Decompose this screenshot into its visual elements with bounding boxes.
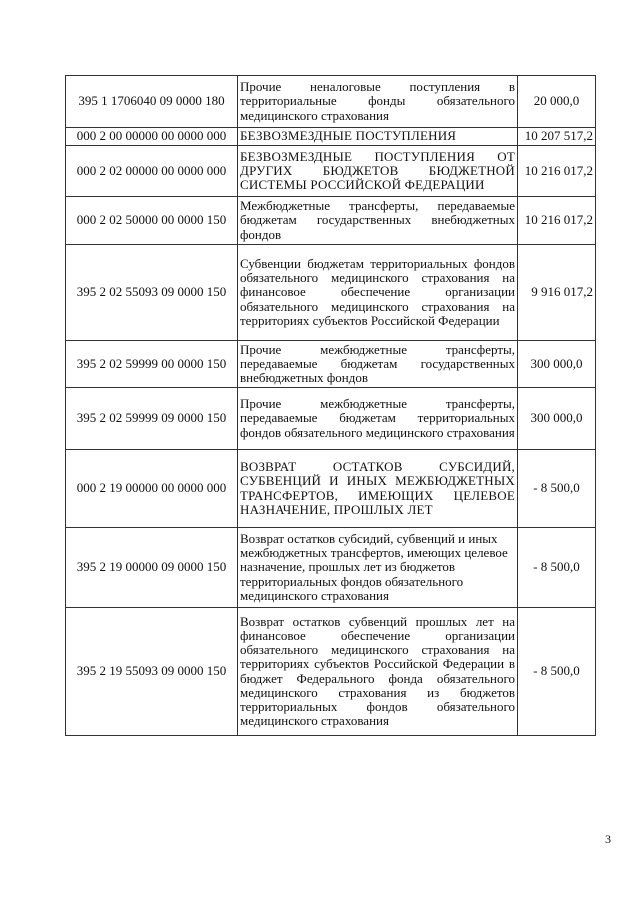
row-code: 000 2 19 00000 00 0000 000: [66, 450, 238, 528]
row-amount: - 8 500,0: [518, 450, 596, 528]
row-amount: - 8 500,0: [518, 528, 596, 608]
row-amount: 10 207 517,2: [518, 128, 596, 146]
row-name: Прочие неналоговые поступления в территориальные фонды обязательного медицинского страхования: [238, 76, 518, 128]
table-row: [66, 76, 596, 128]
table-row: [66, 528, 596, 608]
row-name: Межбюджетные трансферты, передаваемые бюджетам государственных внебюджетных фондов: [238, 197, 518, 245]
row-code: 395 2 02 59999 00 0000 150: [66, 341, 238, 388]
row-code: 395 2 02 59999 09 0000 150: [66, 388, 238, 450]
page-number: 3: [605, 832, 611, 846]
row-amount: - 8 500,0: [518, 608, 596, 736]
row-name: Субвенции бюджетам территориальных фондов обязательного медицинского страхования на финансовое обеспечение организации обязательного медицинского страхования на территориях субъектов Российской Федерации: [238, 245, 518, 341]
row-code: 395 2 19 55093 09 0000 150: [66, 608, 238, 736]
row-name: Возврат остатков субсидий, субвенций и иных межбюджетных трансфертов, имеющих целевое назначение, прошлых лет из бюджетов территориальных фондов обязательного медицинского страхования: [238, 528, 518, 608]
row-name: БЕЗВОЗМЕЗДНЫЕ ПОСТУПЛЕНИЯ: [238, 128, 518, 146]
row-name: Прочие межбюджетные трансферты, передаваемые бюджетам государственных внебюджетных фондов: [238, 341, 518, 388]
table-row: [66, 197, 596, 245]
row-amount: 10 216 017,2: [518, 146, 596, 197]
row-code: 395 2 02 55093 09 0000 150: [66, 245, 238, 341]
row-amount: 10 216 017,2: [518, 197, 596, 245]
row-name: БЕЗВОЗМЕЗДНЫЕ ПОСТУПЛЕНИЯ ОТ ДРУГИХ БЮДЖЕТОВ БЮДЖЕТНОЙ СИСТЕМЫ РОССИЙСКОЙ ФЕДЕРАЦИИ: [238, 146, 518, 197]
table-row: [66, 146, 596, 197]
row-name: Прочие межбюджетные трансферты, передаваемые бюджетам территориальных фондов обязательного медицинского страхования: [238, 388, 518, 450]
row-amount: 300 000,0: [518, 388, 596, 450]
table-row: [66, 341, 596, 388]
row-code: 000 2 00 00000 00 0000 000: [66, 128, 238, 146]
row-code: 000 2 02 00000 00 0000 000: [66, 146, 238, 197]
row-amount: 9 916 017,2: [518, 245, 596, 341]
budget-revenue-table: [65, 75, 596, 736]
row-code: 395 2 19 00000 09 0000 150: [66, 528, 238, 608]
table-row: [66, 608, 596, 736]
table-row: [66, 450, 596, 528]
row-name: ВОЗВРАТ ОСТАТКОВ СУБСИДИЙ, СУБВЕНЦИЙ И ИНЫХ МЕЖБЮДЖЕТНЫХ ТРАНСФЕРТОВ, ИМЕЮЩИХ ЦЕЛЕВОЕ НАЗНАЧЕНИЕ, ПРОШЛЫХ ЛЕТ: [238, 450, 518, 528]
table-row: [66, 388, 596, 450]
row-code: 395 1 1706040 09 0000 180: [66, 76, 238, 128]
table-row: [66, 245, 596, 341]
row-name: Возврат остатков субвенций прошлых лет на финансовое обеспечение организации обязательного медицинского страхования на территориях субъектов Российской Федерации в бюджет Федерального фонда обязательного медицинского страхования из бюджетов территориальных фондов обязательного медицинского страхования: [238, 608, 518, 736]
row-amount: 300 000,0: [518, 341, 596, 388]
row-amount: 20 000,0: [518, 76, 596, 128]
table-row: [66, 128, 596, 146]
row-code: 000 2 02 50000 00 0000 150: [66, 197, 238, 245]
